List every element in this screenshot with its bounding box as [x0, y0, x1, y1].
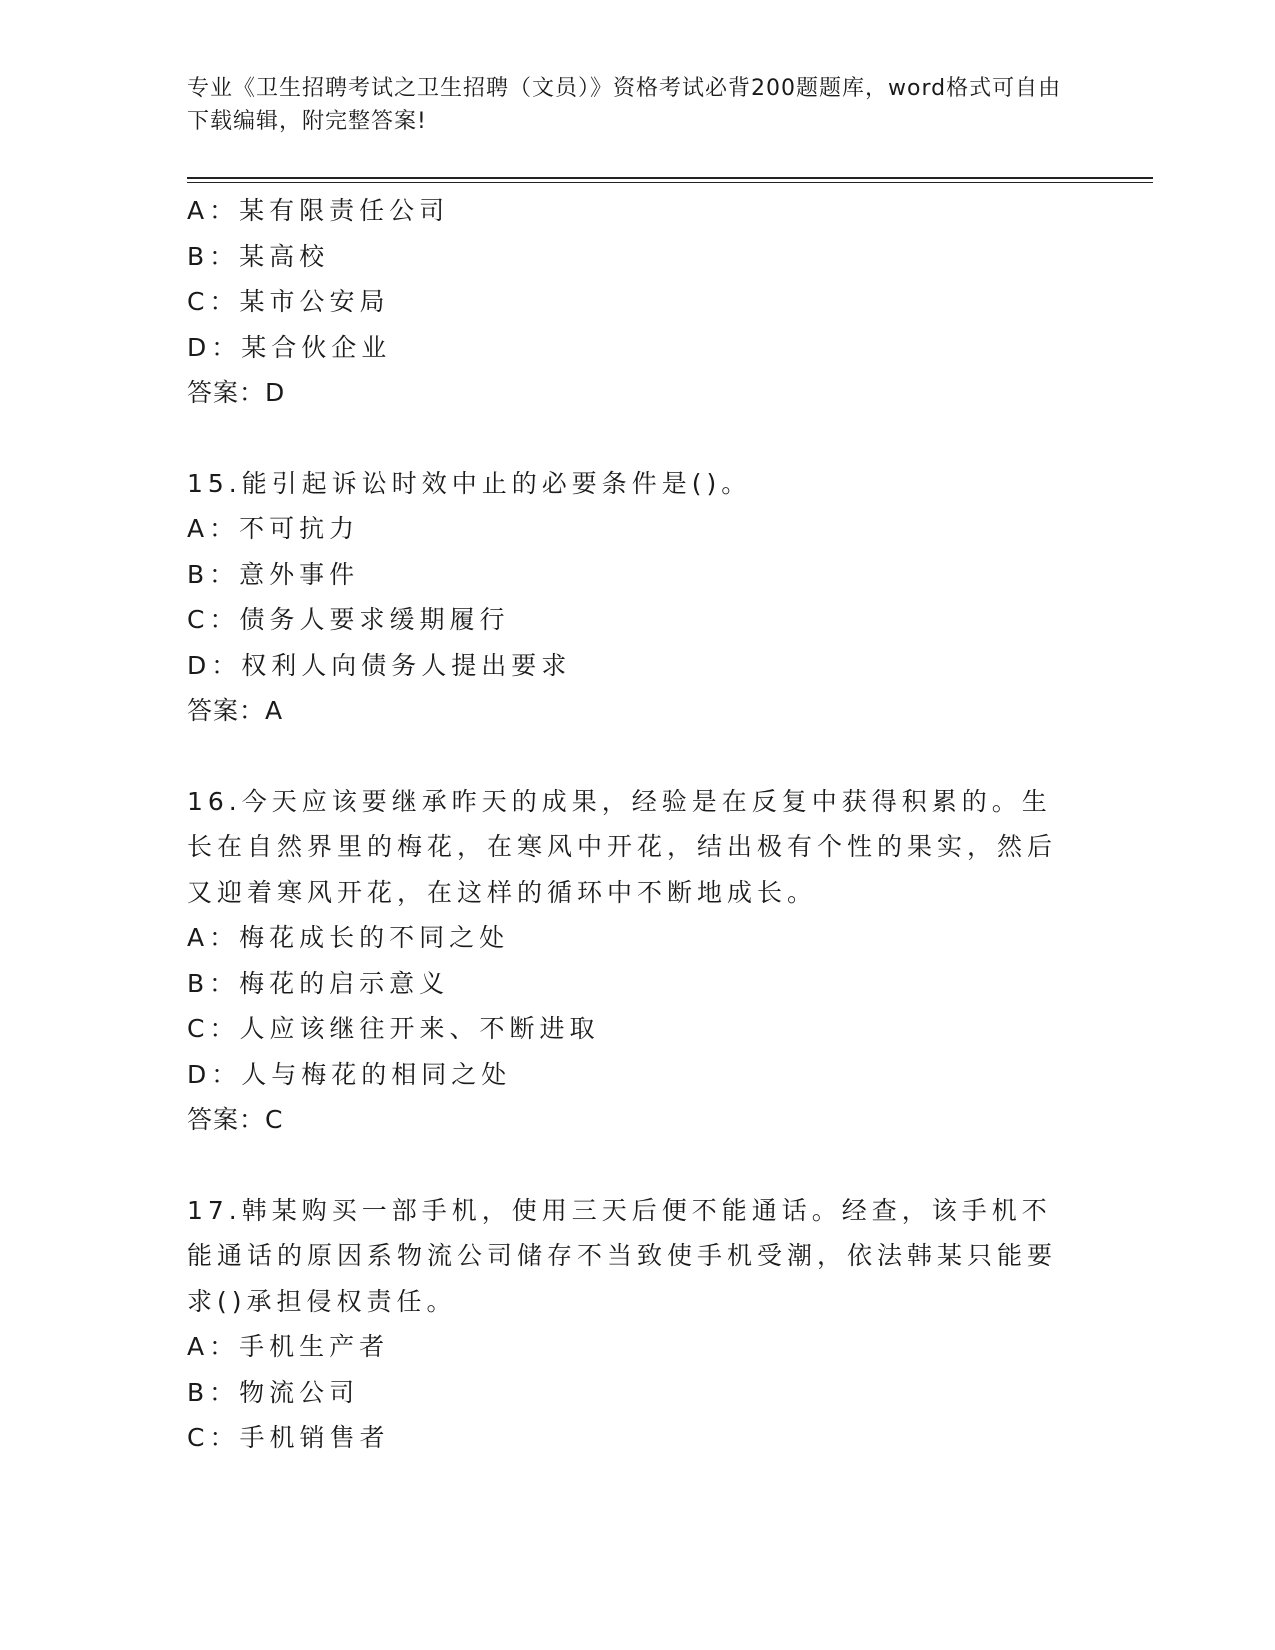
option-d: D：权利人向债务人提出要求	[187, 650, 572, 680]
spacer	[187, 1143, 1077, 1188]
option-d: D：人与梅花的相同之处	[187, 1059, 512, 1089]
answer: 答案：D	[187, 378, 286, 407]
question-list	[187, 188, 1077, 1461]
answer: 答案：C	[187, 1105, 284, 1134]
header-divider-thin	[187, 182, 1153, 183]
option-b: B：某高校	[187, 241, 330, 271]
question-15	[187, 461, 1077, 734]
option-a: A：手机生产者	[187, 1332, 390, 1361]
question-stem: 16.今天应该要继承昨天的成果，经验是在反复中获得积累的。生长在自然界里的梅花，在寒风中开花，结出极有个性的果实，然后又迎着寒风开花，在这样的循环中不断地成长。	[187, 786, 1058, 907]
option-a: A：梅花成长的不同之处	[187, 923, 510, 952]
answer: 答案：A	[187, 696, 284, 725]
option-a: A：某有限责任公司	[187, 196, 450, 225]
option-c: C：手机销售者	[187, 1423, 390, 1452]
option-c: C：债务人要求缓期履行	[187, 605, 510, 634]
header-divider-thick	[187, 177, 1153, 179]
option-b: B：梅花的启示意义	[187, 968, 450, 998]
question-17	[187, 1188, 1077, 1461]
option-d: D：某合伙企业	[187, 332, 392, 362]
question-14	[187, 188, 1077, 416]
spacer	[187, 734, 1077, 779]
option-b: B：意外事件	[187, 559, 360, 589]
question-stem: 17.韩某购买一部手机，使用三天后便不能通话。经查，该手机不能通话的原因系物流公司储存不当致使手机受潮，依法韩某只能要求()承担侵权责任。	[187, 1195, 1058, 1316]
option-c: C：人应该继往开来、不断进取	[187, 1014, 600, 1043]
option-b: B：物流公司	[187, 1377, 360, 1407]
spacer	[187, 416, 1077, 461]
option-a: A：不可抗力	[187, 514, 360, 543]
option-c: C：某市公安局	[187, 287, 390, 316]
document-header: 专业《卫生招聘考试之卫生招聘（文员）》资格考试必背200题题库，word格式可自由下载编辑，附完整答案!	[187, 76, 1062, 134]
question-16	[187, 779, 1077, 1143]
question-stem: 15.能引起诉讼时效中止的必要条件是()。	[187, 468, 752, 498]
